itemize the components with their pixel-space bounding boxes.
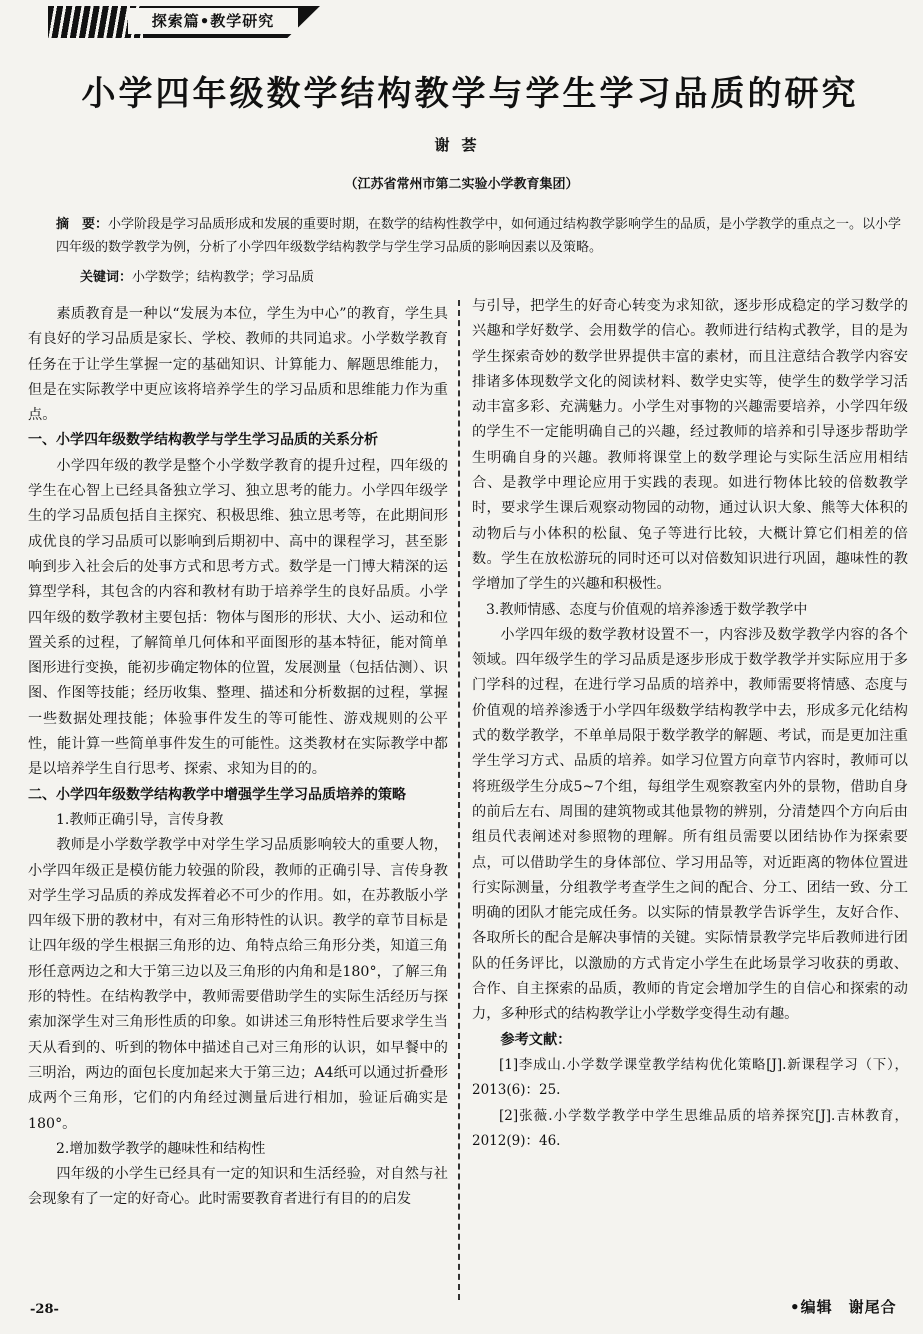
- body-paragraph: 教师是小学数学教学中对学生学习品质影响较大的重要人物，小学四年级正是模仿能力较强的阶段，教师的正确引导、言传身教对学生学习品质的养成发挥着必不可少的作用。如，在苏教版小学四年级下册的教材中，有对三角形特性的认识。教学的章节目标是让四年级的学生根据三角形的边、角特点给三角形分类，知道三角形任意两边之和大于第三边以及三角形的内角和是180°，了解三角形的特性。在结构教学中，教师需要借助学生的实际生活经历与探索加深学生对三角形性质的印象。如讲述三角形特性后要求学生当天从看到的、听到的物体中描述自己对三角形的认识，如早餐中的三明治，两边的面包长度加起来大于第三边；A4纸可以通过折叠形成两个三角形，它们的内角经过测量后进行相加，验证后确实是180°。: [28, 837, 448, 1132]
- right-column: [472, 294, 908, 1154]
- subsection-heading: 1.教师正确引导，言传身教: [56, 811, 224, 828]
- abstract-label: 摘 要：: [56, 217, 109, 232]
- section-heading: 一、小学四年级数学结构教学与学生学习品质的关系分析: [28, 432, 378, 449]
- body-paragraph: 小学四年级的数学教材设置不一，内容涉及数学教学内容的各个领域。四年级学生的学习品质是逐步形成于数学教学并实际应用于多门学科的过程，在进行学习品质的培养中，教师需要将情感、态度与价值观的培养渗透于小学四年级数学结构教学中去，形成多元化结构式的数学教学，不单单局限于数学教学的解题、考试，而是更加注重学生学习方式、品质的培养。如学习位置方向章节内容时，教师可以将班级学生分成5~7个组，每组学生观察教室内外的景物，借助自身的前后左右、周围的建筑物或其他景物的辨别，分清楚四个方向后由组员代表阐述对参照物的理解。所有组员需要以团结协作为探索要点，可以借助学生的身体部位、学习用品等，对近距离的物体位置进行实际测量，分组教学考查学生之间的配合、分工、团结一致、分工明确的团队才能完成任务。以实际的情景教学告诉学生，友好合作、各取所长的配合是解决事情的关键。实际情景教学完毕后教师进行团队的任务评比，以激励的方式肯定小学生在此场景学习收获的勇敢、合作、自主探索的品质，教师的肯定会增加学生的自信心和探索的动力，多种形式的结构教学让小学数学变得生动有趣。: [472, 626, 908, 1023]
- section-heading: 二、小学四年级数学结构教学中增强学生学习品质培养的策略: [28, 786, 406, 803]
- abstract-text: 小学阶段是学习品质形成和发展的重要时期，在数学的结构性教学中，如何通过结构教学影响学生的品质，是小学教学的重点之一。以小学四年级的数学教学为例，分析了小学四年级数学结构教学与学生学习品质的影响因素以及策略。: [56, 217, 902, 255]
- author-name: 谢荟: [434, 136, 489, 154]
- body-paragraph: 素质教育是一种以“发展为本位，学生为中心”的教育，学生具有良好的学习品质是家长、学校、教师的共同追求。小学数学教育任务在于让学生掌握一定的基础知识、计算能力、解题思维能力，但是在实际教学中更应该将培养学生的学习品质和思维能力作为重点。: [28, 306, 448, 424]
- reference-item: [2]张薇.小学数学教学中学生思维品质的培养探究[J].吉林教育，2012(9)：46.: [472, 1107, 908, 1149]
- keywords-text: 小学数学；结构教学；学习品质: [132, 270, 315, 285]
- left-column: [28, 302, 448, 1213]
- keywords: [80, 266, 900, 285]
- subsection-heading: 3.教师情感、态度与价值观的培养渗透于数学教学中: [486, 601, 808, 618]
- body-paragraph: 与引导，把学生的好奇心转变为求知欲，逐步形成稳定的学习数学的兴趣和学好数学、会用数学的信心。教师进行结构式教学，目的是为学生探索奇妙的数学世界提供丰富的素材，而且注意结合教学内容安排诸多体现数学文化的阅读材料、数学史实等，使学生的数学学习活动丰富多彩、充满魅力。小学生对事物的兴趣需要培养，小学四年级的学生不一定能明确自己的兴趣，经过教师的培养和引导逐步帮助学生明确自身的兴趣。教师将课堂上的数学理论与实际生活应用相结合、是教学中理论应用于实践的表现。如进行物体比较的倍数教学时，要求学生课后观察动物园的动物，通过认识大象、熊等大体积的动物后与小体积的松鼠、兔子等进行比较，大概计算它们相差的倍数。学生在放松游玩的同时还可以对倍数知识进行巩固，趣味性的教学增加了学生的兴趣和积极性。: [472, 298, 908, 593]
- section-header-label: 探索篇•教学研究: [128, 8, 298, 34]
- body-paragraph: 四年级的小学生已经具有一定的知识和生活经验，对自然与社会现象有了一定的好奇心。此时需要教育者进行有目的的启发: [28, 1166, 448, 1208]
- reference-item: [1]李成山.小学数学课堂教学结构优化策略[J].新课程学习（下），2013(6)：25.: [472, 1056, 908, 1099]
- article-title: 小学四年级数学结构教学与学生学习品质的研究: [81, 74, 859, 114]
- author-affiliation: （江苏省常州市第二实验小学教育集团）: [344, 177, 579, 192]
- page-number: -28-: [30, 1302, 59, 1317]
- column-divider: [458, 300, 460, 1300]
- body-paragraph: 小学四年级的教学是整个小学数学教育的提升过程，四年级的学生在心智上已经具备独立学习、独立思考的能力。小学四年级学生的学习品质包括自主探究、积极思维、独立思考等，在此期间形成优良的学习品质可以影响到后期初中、高中的课程学习，甚至影响到步入社会后的处事方式和思考方式。数学是一门博大精深的运算型学科，其包含的内容和教材有助于培养学生的良好品质。小学四年级的数学教材主要包括：物体与图形的形状、大小、运动和位置关系的过程，了解简单几何体和平面图形的基本特征，能对简单图形进行变换，能初步确定物体的位置，发展测量（包括估测）、识图、作图等技能；经历收集、整理、描述和分析数据的过程，掌握一些数据处理技能；体验事件发生的等可能性、游戏规则的公平性，能计算一些简单事件发生的可能性。这类教材在实际教学中都是以培养学生自行思考、探索、求知为目的的。: [28, 457, 448, 778]
- references-heading: 参考文献：: [500, 1031, 572, 1048]
- editor-credit: •编辑 谢尾合: [790, 1298, 897, 1316]
- subsection-heading: 2.增加数学教学的趣味性和结构性: [56, 1140, 266, 1157]
- keywords-label: 关键词：: [80, 270, 133, 285]
- abstract: [56, 213, 904, 259]
